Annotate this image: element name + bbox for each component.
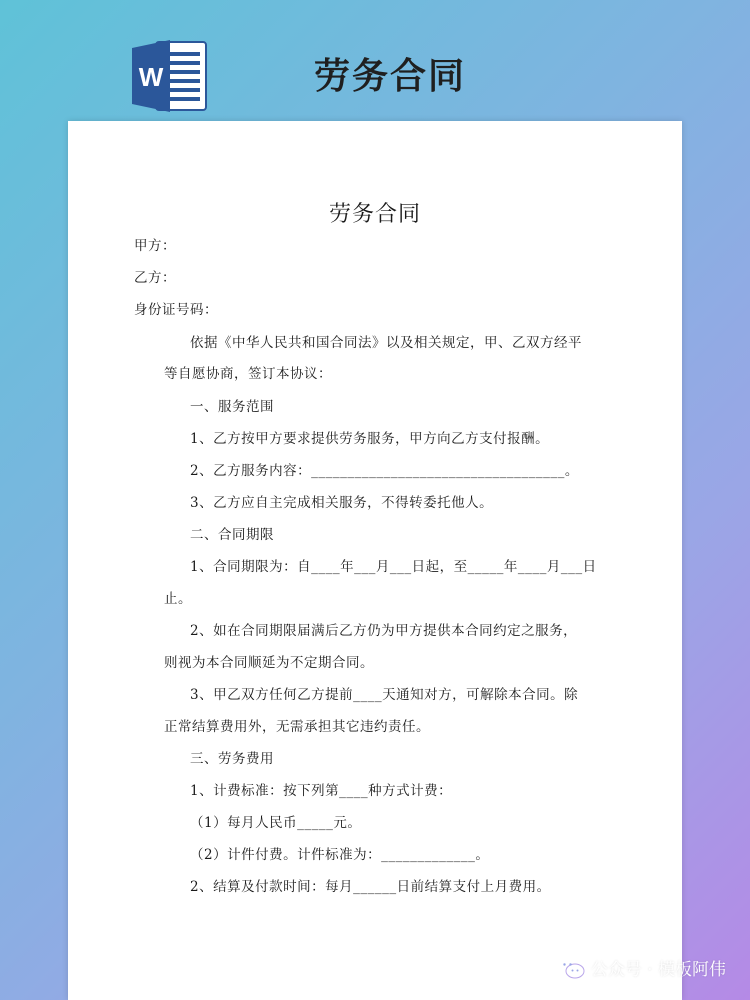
clause-1-1: 1、乙方按甲方要求提供劳务服务，甲方向乙方支付报酬。 [190, 431, 550, 447]
clause-2-3: 3、甲乙双方任何乙方提前____天通知对方，可解除本合同。除 [190, 687, 579, 703]
party-a-line: 甲方： [134, 238, 176, 254]
section-heading-1: 一、服务范围 [190, 399, 274, 415]
clause-1-2: 2、乙方服务内容：___________________________________。 [190, 463, 579, 479]
clause-2-1: 1、合同期限为：自____年___月___日起，至_____年____月___日 [190, 559, 597, 575]
id-number-line: 身份证号码： [134, 302, 218, 318]
footer-text: 公众号 · 模板阿伟 [590, 960, 726, 980]
clause-3-1-option-2: （2）计件付费。计件标准为：_____________。 [190, 847, 490, 863]
party-b-line: 乙方： [134, 270, 176, 286]
section-heading-3: 三、劳务费用 [190, 751, 274, 767]
clause-2-1-cont: 止。 [164, 591, 192, 607]
wechat-icon [557, 957, 585, 979]
clause-1-3: 3、乙方应自主完成相关服务，不得转委托他人。 [190, 495, 494, 511]
clause-2-2-cont: 则视为本合同顺延为不定期合同。 [164, 655, 374, 671]
section-heading-2: 二、合同期限 [190, 527, 274, 543]
footer-watermark [557, 955, 726, 980]
clause-3-2: 2、结算及付款时间：每月______日前结算支付上月费用。 [190, 879, 551, 895]
preamble-line-2: 等自愿协商，签订本协议： [164, 366, 332, 382]
document-page [68, 121, 682, 1000]
banner-title: 劳务合同 [313, 56, 466, 97]
clause-3-1: 1、计费标准：按下列第____种方式计费： [190, 783, 453, 799]
clause-2-3-cont: 正常结算费用外，无需承担其它违约责任。 [164, 719, 430, 735]
clause-2-2: 2、如在合同期限届满后乙方仍为甲方提供本合同约定之服务， [190, 623, 578, 639]
clause-3-1-option-1: （1）每月人民币_____元。 [190, 815, 362, 831]
preamble-line-1: 依据《中华人民共和国合同法》以及相关规定，甲、乙双方经平 [190, 335, 582, 351]
document-title: 劳务合同 [328, 202, 421, 227]
svg-text:W: W [138, 62, 164, 92]
